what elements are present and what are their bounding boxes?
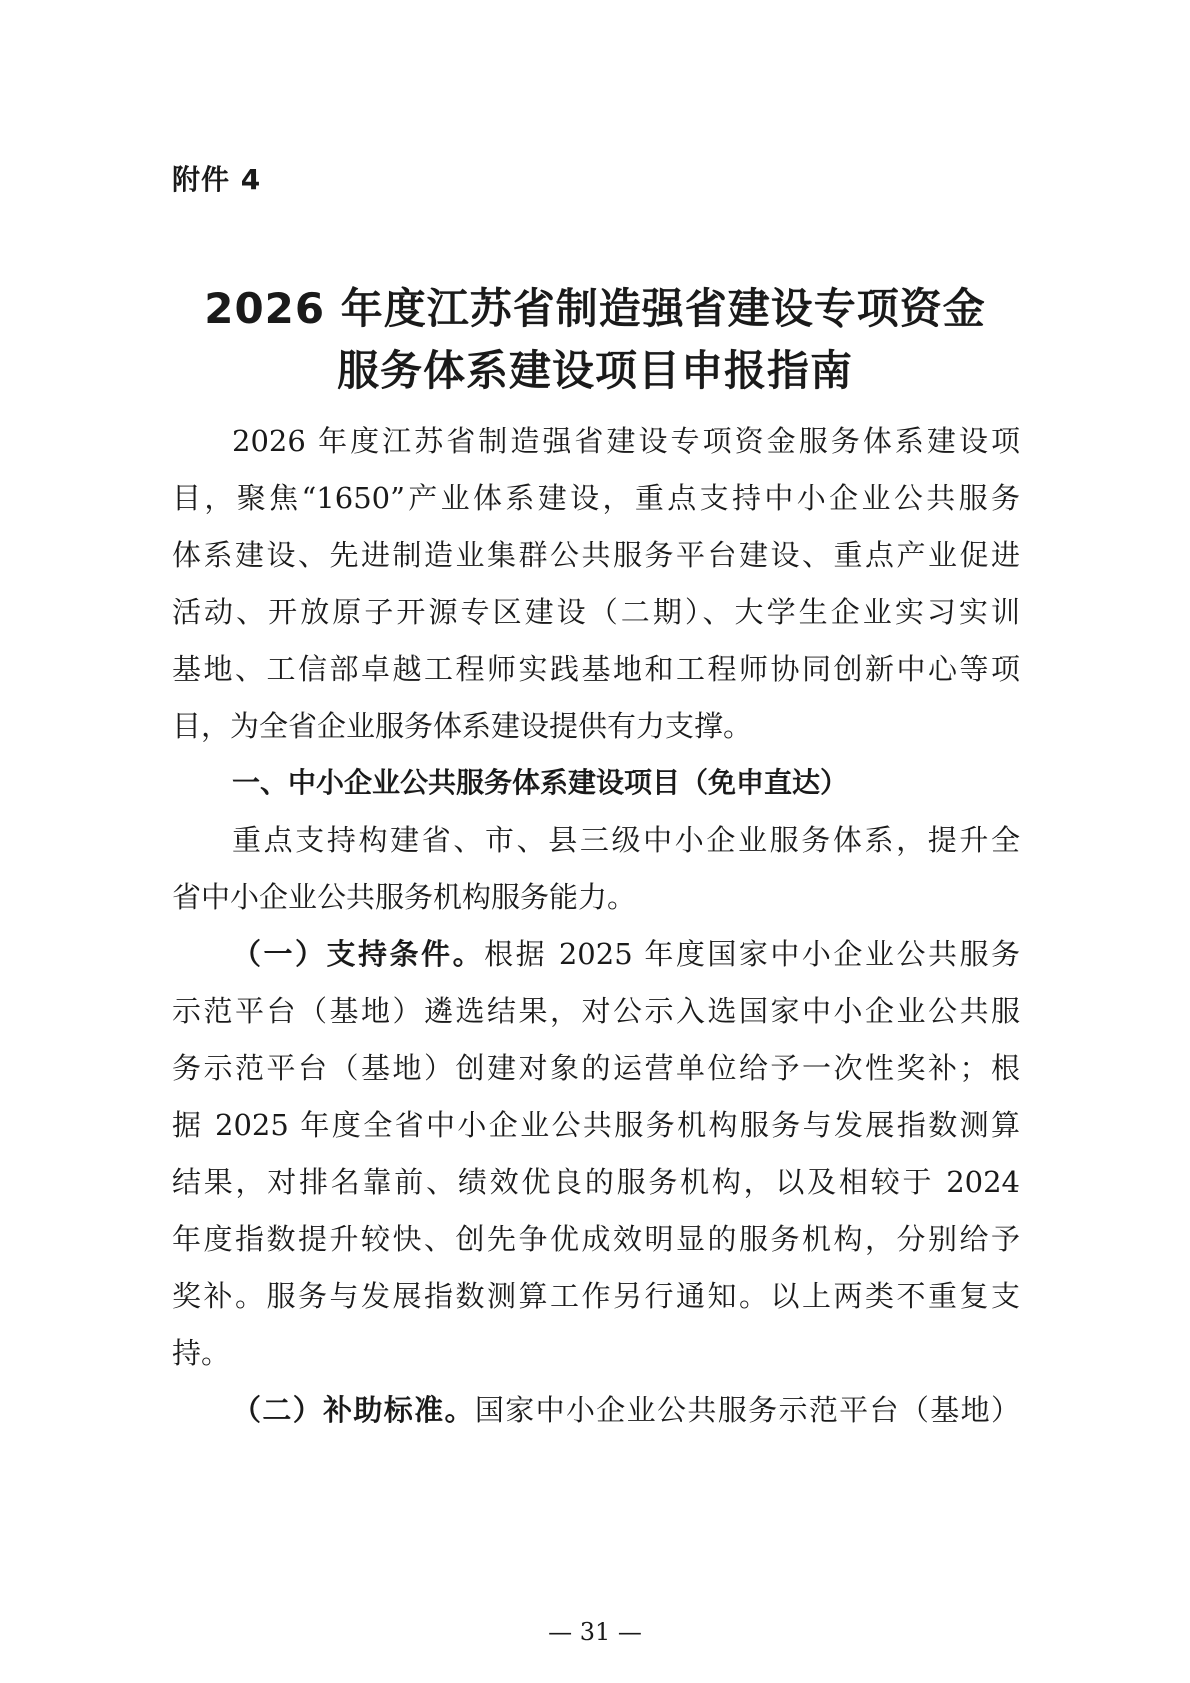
page-number: — 31 — (548, 1618, 642, 1646)
subsidy-standard-heading: （二）补助标准。 (232, 1393, 475, 1427)
intro-line: 活动、开放原子开源专区建设（二期）、大学生企业实习实训 (172, 595, 1020, 629)
support-conditions-line: 结果，对排名靠前、绩效优良的服务机构，以及相较于 2024 (172, 1165, 1020, 1199)
support-conditions-text: 根据 2025 年度国家中小企业公共服务 (484, 937, 1020, 971)
section-paragraph-line: 省中小企业公共服务机构服务能力。 (172, 880, 637, 914)
intro-line: 目，聚焦“1650”产业体系建设，重点支持中小企业公共服务 (172, 481, 1020, 515)
support-conditions-line: 据 2025 年度全省中小企业公共服务机构服务与发展指数测算 (172, 1108, 1020, 1142)
support-conditions-line: 务示范平台（基地）创建对象的运营单位给予一次性奖补；根 (172, 1051, 1020, 1085)
intro-line: 基地、工信部卓越工程师实践基地和工程师协同创新中心等项 (172, 652, 1020, 686)
intro-line: 目，为全省企业服务体系建设提供有力支撑。 (172, 709, 753, 743)
intro-line: 体系建设、先进制造业集群公共服务平台建设、重点产业促进 (172, 538, 1020, 572)
support-conditions-line: 年度指数提升较快、创先争优成效明显的服务机构，分别给予 (172, 1222, 1020, 1256)
subsidy-standard-text: 国家中小企业公共服务示范平台（基地） (474, 1393, 1020, 1427)
attachment-label: 附件 4 (172, 163, 262, 196)
document-title-line-2: 服务体系建设项目申报指南 (336, 346, 853, 395)
section-paragraph-line: 重点支持构建省、市、县三级中小企业服务体系，提升全 (232, 823, 1020, 857)
support-conditions-line: 持。 (172, 1336, 231, 1370)
section-heading: 一、中小企业公共服务体系建设项目（免申直达） (232, 766, 849, 799)
support-conditions-first-line (232, 935, 1020, 975)
document-title-line-1: 2026 年度江苏省制造强省建设专项资金 (204, 284, 986, 333)
support-conditions-heading: （一）支持条件。 (232, 937, 485, 971)
intro-line: 2026 年度江苏省制造强省建设专项资金服务体系建设项 (232, 424, 1020, 458)
support-conditions-line: 示范平台（基地）遴选结果，对公示入选国家中小企业公共服 (172, 994, 1020, 1028)
support-conditions-line: 奖补。服务与发展指数测算工作另行通知。以上两类不重复支 (172, 1279, 1020, 1313)
subsidy-standard-first-line (232, 1391, 1020, 1431)
